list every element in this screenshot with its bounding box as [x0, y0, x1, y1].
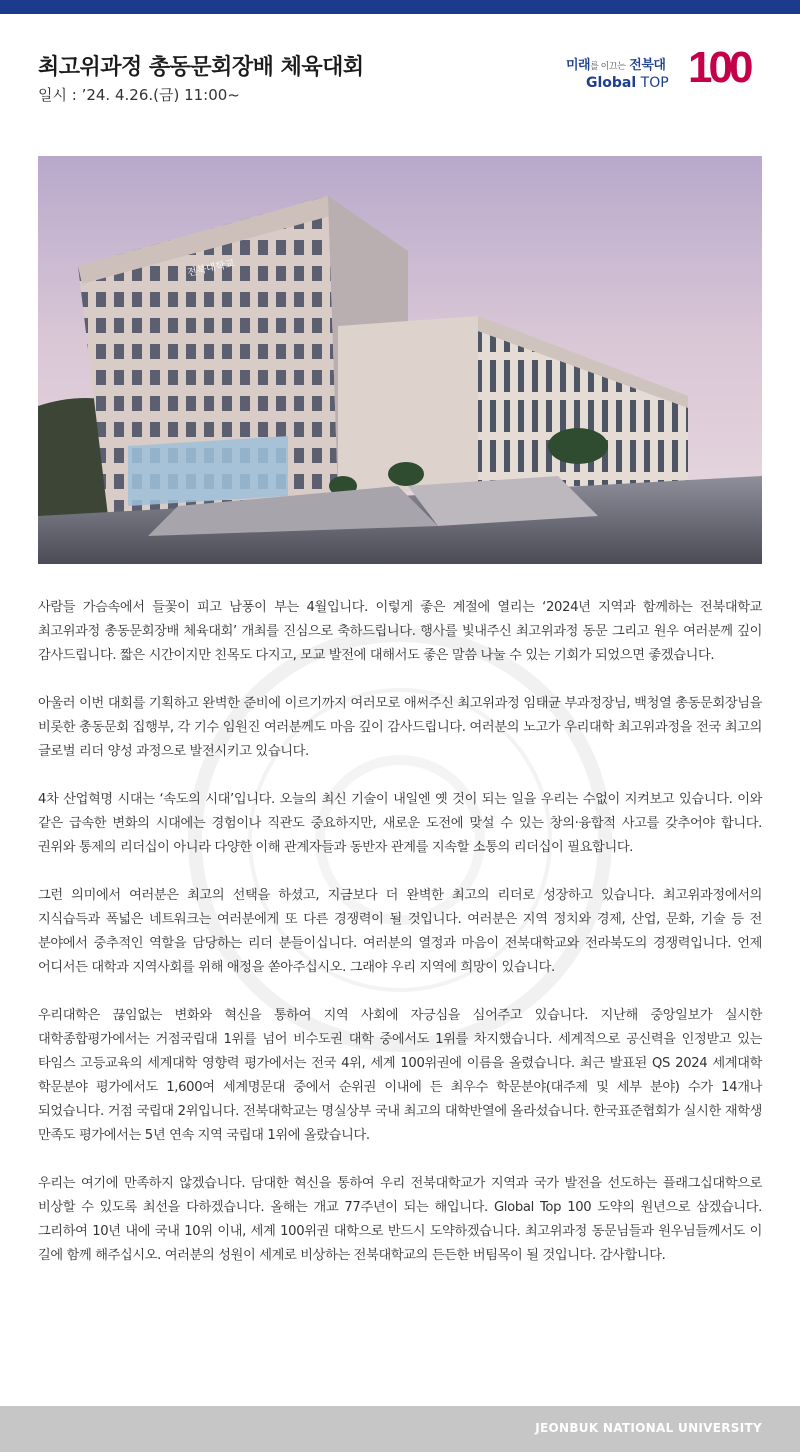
page-title: 최고위과정 총동문회장배 체육대회 — [38, 55, 364, 80]
logo-slogan — [566, 54, 665, 73]
paragraph: 4차 산업혁명 시대는 ‘속도의 시대’입니다. 오늘의 최신 기술이 내일엔 옛 것이 되는 일을 우리는 수없이 지켜보고 있습니다. 이와 같은 급속한 변화의 시대에는 경험이나 직관도 중요하지만, 새로운 도전에 맞설 수 있는 창의·융합적 사고를 갖추어야 합니다. 권위와 통제의 리더십이 아니라 다양한 이해 관계자들과 동반자 관계를 지속할 소통의 리더십이 필요합니다. — [38, 792, 762, 855]
building-sign: 전북대학교 — [186, 258, 236, 279]
global-top-100-logo — [566, 43, 766, 100]
paragraph: 아울러 이번 대회를 기획하고 완벽한 준비에 이르기까지 여러모로 애써주신 최고위과정 임태균 부과정장님, 백청열 총동문회장님을 비롯한 총동문회 집행부, 각 기수 임원진 여러분께도 마음 깊이 감사드립니다. 여러분의 노고가 우리대학 최고위과정을 전국 최고의 글로벌 리더 양성 과정으로 발전시키고 있습니다. — [38, 696, 762, 759]
logo-global: Global — [586, 75, 637, 91]
paragraph: 우리는 여기에 만족하지 않겠습니다. 담대한 혁신을 통하여 우리 전북대학교가 지역과 국가 발전을 선도하는 플래그십대학으로 비상할 수 있도록 최선을 다하겠습니다. 올해는 개교 77주년이 되는 해입니다. Global Top 100 도약의 원년으로 삼겠습니다. 그리하여 10년 내에 국내 10위 이내, 세계 100위권 대학으로 반드시 도약하겠습니다. 최고위과정 동문님들과 원우님들께서도 이 길에 함께 해주십시오. 여러분의 성원이 세계로 비상하는 전북대학교의 든든한 버팀목이 될 것입니다. 감사합니다. — [38, 1176, 762, 1263]
event-date: 일시 : ’24. 4.26.(금) 11:00~ — [38, 86, 240, 104]
logo-top: TOP — [640, 75, 669, 91]
logo-jeonbukdae: 전북대 — [629, 58, 666, 73]
footer-university-name: JEONBUK NATIONAL UNIVERSITY — [535, 1421, 762, 1435]
logo-global-top — [586, 75, 669, 91]
campus-building-photo — [38, 156, 762, 564]
paragraph: 우리대학은 끊임없는 변화와 혁신을 통하여 지역 사회에 자긍심을 심어주고 있습니다. 지난해 중앙일보가 실시한 대학종합평가에서는 거점국립대 1위를 넘어 비수도권 대학 중에서도 1위를 차지했습니다. 세계적으로 공신력을 인정받고 있는 타임스 고등교육의 세계대학 영향력 평가에서는 전국 4위, 세계 100위권에 이름을 올렸습니다. 최근 발표된 QS 2024 세계대학 학문분야 평가에서도 1,600여 세계명문대 중에서 순위권 이내에 든 최우수 학문분야(대주제 및 세부 분야) 수가 14개나 되었습니다. 거점 국립대 2위입니다. 전북대학교는 명실상부 국내 최고의 대학반열에 올라섰습니다. 한국표준협회가 실시한 재학생 만족도 평가에서는 5년 연속 지역 국립대 1위에 올랐습니다. — [38, 1008, 762, 1143]
top-accent-bar — [0, 0, 800, 14]
paragraph: 사람들 가슴속에서 들꽃이 피고 남풍이 부는 4월입니다. 이렇게 좋은 계절에 열리는 ‘2024년 지역과 함께하는 전북대학교 최고위과정 총동문회장배 체육대회’ 개최를 진심으로 축하드립니다. 행사를 빛내주신 최고위과정 동문 그리고 원우 여러분께 깊이 감사드립니다. 짧은 시간이지만 친목도 다지고, 모교 발전에 대해서도 좋은 말씀 나눌 수 있는 기회가 되었으면 좋겠습니다. — [38, 600, 762, 663]
logo-mirae: 미래 — [566, 58, 591, 73]
message-body — [38, 596, 762, 1292]
paragraph: 그런 의미에서 여러분은 최고의 선택을 하셨고, 지금보다 더 완벽한 최고의 리더로 성장하고 있습니다. 최고위과정에서의 지식습득과 폭넓은 네트워크는 여러분에게 또 다른 경쟁력이 될 것입니다. 여러분은 지역 정치와 경제, 산업, 문화, 기술 등 전 분야에서 중추적인 역할을 담당하는 리더 분들이십니다. 여러분의 열정과 마음이 전북대학교와 전라북도의 경쟁력입니다. 언제 어디서든 대학과 지역사회를 위해 애정을 쏟아주십시오. 그래야 우리 지역에 희망이 있습니다. — [38, 888, 762, 975]
footer-bar — [0, 1406, 800, 1452]
logo-100: 100 — [688, 43, 750, 92]
logo-reul-ikkeuneun: 를 이끄는 — [590, 62, 626, 72]
